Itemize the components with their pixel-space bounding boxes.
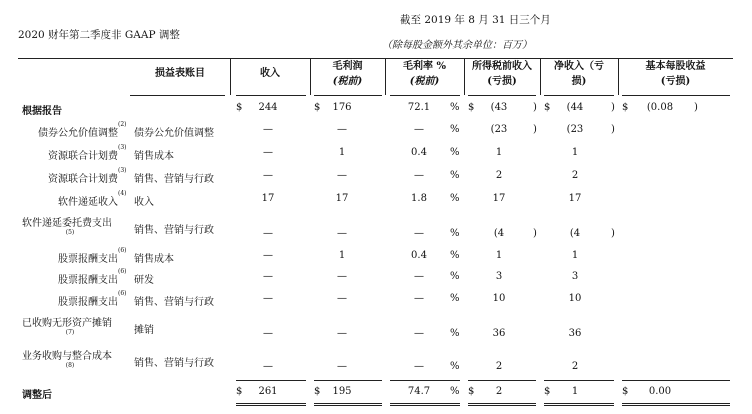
row-line-item: 销售、营销与行政: [134, 225, 214, 236]
gross-profit-value: —: [337, 271, 347, 282]
total-double-rule: [622, 403, 730, 406]
rev-currency: $: [236, 102, 243, 113]
net-income-value: 36: [568, 328, 582, 339]
row-label: 软件递延收入: [58, 197, 118, 208]
ni-currency: $: [544, 386, 551, 397]
period-heading: 截至 2019 年 8 月 31 日三个月: [400, 14, 551, 26]
row-label: 业务收购与整合成本: [22, 351, 112, 362]
revenue-value: —: [263, 271, 273, 282]
net-income-value: 1: [571, 386, 579, 397]
total-rule: [236, 380, 306, 381]
eps-value: (0.08: [646, 102, 674, 113]
total-rule: [622, 380, 730, 381]
pretax-value: 2: [495, 386, 503, 397]
total-double-rule: [236, 403, 306, 406]
header-bottom-rule: [130, 95, 225, 96]
total-double-rule: [314, 403, 382, 406]
net-income-value: 3: [571, 271, 579, 282]
row-line-item: 销售、营销与行政: [134, 174, 214, 185]
total-rule: [390, 380, 460, 381]
header-bottom-rule: [390, 95, 460, 96]
row-label: 股票报酬支出: [58, 275, 118, 286]
revenue-value: 17: [261, 193, 275, 204]
percent-sign: %: [450, 271, 460, 282]
row-note: (6): [118, 290, 127, 297]
total-double-rule: [468, 403, 536, 406]
gross-margin-value: —: [414, 170, 424, 181]
row-label: 股票报酬支出: [58, 254, 118, 265]
eps-paren: ): [694, 102, 698, 113]
gross-margin-value: —: [414, 328, 424, 339]
pretax-value: 1: [495, 147, 503, 158]
net-income-value: 2: [571, 170, 579, 181]
row-note: (4): [118, 190, 127, 197]
unit-note: （除每股金额外其余单位：百万）: [382, 40, 532, 51]
gross-profit-value: 195: [332, 386, 352, 397]
gross-profit-value: —: [337, 361, 347, 372]
pretax-value: 17: [492, 193, 506, 204]
pt-currency: $: [468, 102, 475, 113]
revenue-value: —: [263, 147, 273, 158]
row-note: (3): [118, 144, 127, 151]
net-income-paren: ): [611, 124, 615, 135]
percent-sign: %: [450, 250, 460, 261]
pretax-value: 10: [492, 293, 506, 304]
pretax-value: 36: [492, 328, 506, 339]
net-income-value: (4: [569, 228, 581, 239]
pretax-value: 2: [495, 361, 503, 372]
row-line-item: 销售、营销与行政: [134, 297, 214, 308]
total-double-rule: [544, 403, 614, 406]
gross-profit-value: 1: [338, 250, 346, 261]
net-income-value: 1: [571, 250, 579, 261]
header-bottom-rule: [236, 95, 306, 96]
row-label: 软件递延委托费支出: [22, 218, 112, 229]
pretax-paren: ): [533, 124, 537, 135]
rev-currency: $: [236, 386, 243, 397]
header-bottom-rule: [468, 95, 536, 96]
percent-sign: %: [450, 170, 460, 181]
row-label: 已收购无形资产摊销: [22, 318, 112, 329]
table-title: 2020 财年第二季度非 GAAP 调整: [18, 29, 180, 41]
eps-value: 0.00: [648, 386, 672, 397]
pretax-value: (43: [490, 102, 508, 113]
gross-margin-value: 1.8: [411, 193, 427, 204]
col-head-net-income-label: 净收入（亏: [554, 61, 604, 72]
gross-profit-value: 176: [332, 102, 352, 113]
col-head-pretax: [464, 59, 540, 89]
col-head-net-income: [540, 59, 618, 89]
row-line-item: 销售、营销与行政: [134, 358, 214, 369]
col-head-eps: [618, 59, 733, 89]
col-head-gross-profit: [310, 59, 385, 89]
col-head-gross-margin-sub: (税前): [409, 76, 440, 87]
col-head-eps-label: 基本每股收益: [645, 61, 706, 72]
row-label: 债券公允价值调整: [38, 128, 118, 139]
gross-profit-value: —: [337, 170, 347, 181]
revenue-value: —: [263, 124, 273, 135]
revenue-value: —: [263, 250, 273, 261]
net-income-value: 2: [571, 361, 579, 372]
pretax-value: (4: [493, 228, 505, 239]
percent-sign: %: [450, 328, 460, 339]
gross-margin-value: 72.1: [407, 102, 431, 113]
revenue-value: —: [263, 293, 273, 304]
gross-profit-value: —: [337, 328, 347, 339]
row-note: (5): [65, 229, 75, 236]
gross-margin-value: —: [414, 293, 424, 304]
row-label: 资源联合计划费: [48, 174, 118, 185]
col-head-eps-sub: (亏损): [660, 76, 691, 87]
row-note: (8): [65, 362, 75, 369]
header-bottom-rule: [314, 95, 382, 96]
gross-profit-value: —: [337, 293, 347, 304]
gross-profit-value: 17: [335, 193, 349, 204]
total-rule: [468, 380, 536, 381]
col-head-gross-profit-label: 毛利润: [332, 61, 363, 72]
percent-sign: %: [450, 124, 460, 135]
ni-currency: $: [544, 102, 551, 113]
row-line-item: 收入: [134, 197, 154, 208]
gp-currency: $: [314, 102, 321, 113]
gross-margin-value: 0.4: [411, 250, 427, 261]
eps-currency: $: [622, 386, 629, 397]
row-line-item: 研发: [134, 275, 154, 286]
net-income-value: 17: [568, 193, 582, 204]
percent-sign: %: [450, 386, 460, 397]
revenue-value: 244: [258, 102, 278, 113]
col-head-pretax-label: 所得税前收入: [472, 61, 532, 72]
pretax-value: (23: [490, 124, 508, 135]
total-rule: [544, 380, 614, 381]
col-head-revenue: 收入: [260, 68, 280, 79]
gross-margin-value: 74.7: [407, 386, 431, 397]
col-head-gross-margin-label: 毛利率 %: [403, 61, 446, 72]
row-label: 调整后: [22, 390, 52, 401]
col-head-gross-margin: [385, 59, 464, 89]
row-note: (7): [65, 329, 75, 336]
percent-sign: %: [450, 147, 460, 158]
row-line-item: 销售成本: [134, 151, 174, 162]
row-label: 资源联合计划费: [48, 151, 118, 162]
net-income-value: (23: [566, 124, 584, 135]
percent-sign: %: [450, 361, 460, 372]
net-income-paren: ): [611, 102, 615, 113]
revenue-value: 261: [258, 386, 278, 397]
row-note: (6): [118, 268, 127, 275]
net-income-value: (44: [566, 102, 584, 113]
revenue-value: —: [263, 170, 273, 181]
gross-margin-value: —: [414, 361, 424, 372]
pretax-paren: ): [533, 228, 537, 239]
header-bottom-rule: [622, 95, 730, 96]
pretax-paren: ): [533, 102, 537, 113]
gross-margin-value: —: [414, 228, 424, 239]
revenue-value: —: [263, 328, 273, 339]
row-label: 股票报酬支出: [58, 297, 118, 308]
col-head-line-item: 损益表账目: [155, 68, 205, 79]
gross-profit-value: —: [337, 228, 347, 239]
col-head-pretax-sub: (亏损): [487, 76, 517, 87]
row-note: (6): [118, 247, 127, 254]
revenue-value: —: [263, 361, 273, 372]
row-note: (3): [118, 167, 127, 174]
pt-currency: $: [468, 386, 475, 397]
pretax-value: 3: [495, 271, 503, 282]
gross-profit-value: —: [337, 124, 347, 135]
percent-sign: %: [450, 102, 460, 113]
row-note: (2): [118, 121, 127, 128]
row-line-item: 债券公允价值调整: [134, 128, 214, 139]
percent-sign: %: [450, 193, 460, 204]
total-rule: [314, 380, 382, 381]
header-bottom-rule: [544, 95, 614, 96]
net-income-value: 1: [571, 147, 579, 158]
pretax-value: 2: [495, 170, 503, 181]
gross-margin-value: —: [414, 271, 424, 282]
gross-margin-value: —: [414, 124, 424, 135]
net-income-value: 10: [568, 293, 582, 304]
row-line-item: 销售成本: [134, 254, 174, 265]
total-double-rule: [390, 403, 460, 406]
row-label: 根据报告: [22, 106, 62, 117]
eps-currency: $: [622, 102, 629, 113]
col-head-gross-profit-sub: (税前): [332, 76, 363, 87]
col-head-net-income-sub: 损): [571, 76, 587, 87]
percent-sign: %: [450, 228, 460, 239]
revenue-value: —: [263, 228, 273, 239]
net-income-paren: ): [611, 228, 615, 239]
gp-currency: $: [314, 386, 321, 397]
row-line-item: 摊销: [134, 325, 154, 336]
gross-profit-value: 1: [338, 147, 346, 158]
gross-margin-value: 0.4: [411, 147, 427, 158]
percent-sign: %: [450, 293, 460, 304]
pretax-value: 1: [495, 250, 503, 261]
